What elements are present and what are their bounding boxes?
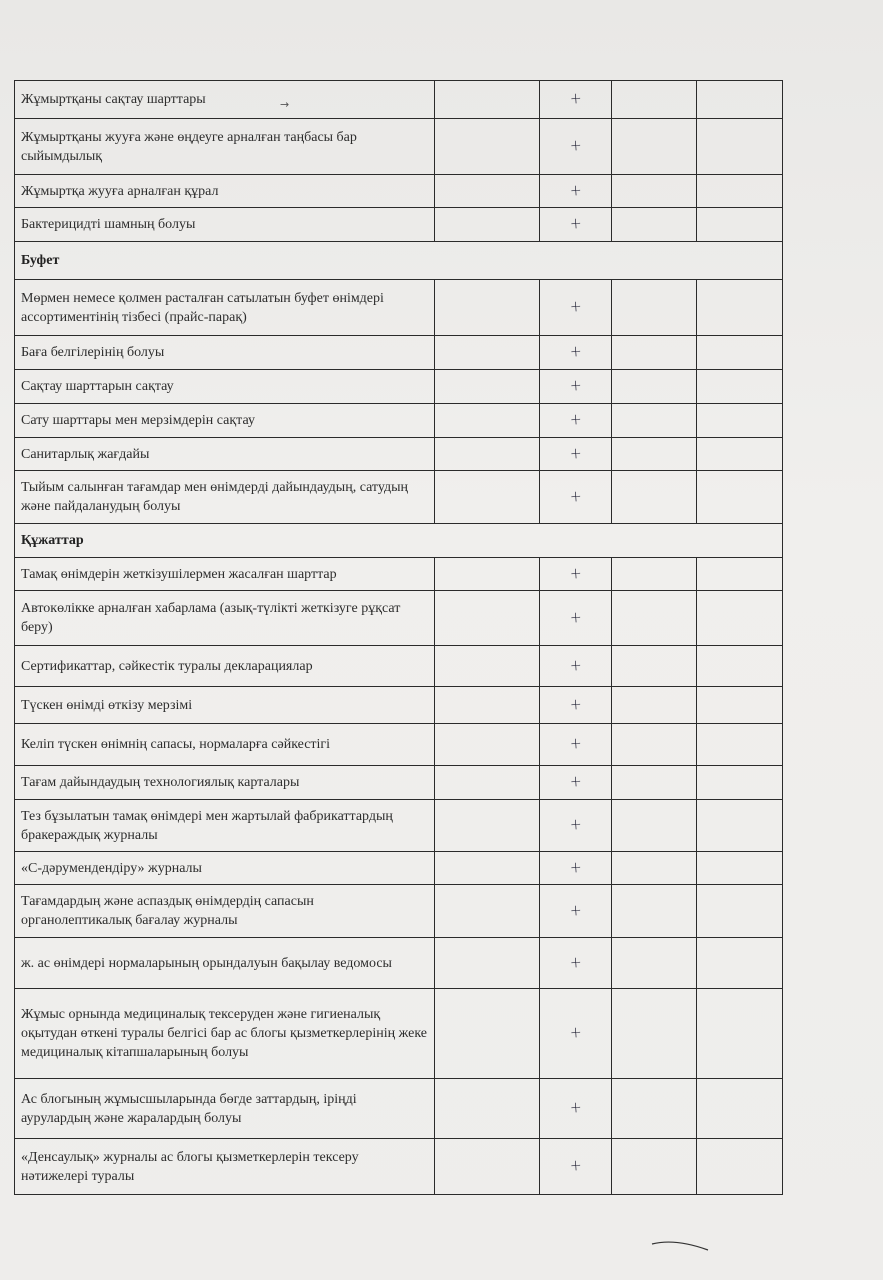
section-heading: Құжаттар <box>15 524 783 558</box>
blank-cell <box>435 766 540 800</box>
empty-cell <box>612 938 697 989</box>
item-label: Мөрмен немесе қолмен расталған сатылатын буфет өнімдері ассортиментінің тізбесі (прайс-парақ) <box>15 280 435 336</box>
table-row <box>15 1079 783 1139</box>
check-mark-cell <box>540 687 612 724</box>
empty-cell <box>697 370 783 404</box>
table-row <box>15 852 783 885</box>
table-row <box>15 471 783 524</box>
empty-cell <box>612 852 697 885</box>
handwritten-plus-mark: + <box>568 410 582 430</box>
checklist-table <box>14 80 783 1195</box>
check-mark-cell <box>540 336 612 370</box>
blank-cell <box>435 800 540 852</box>
handwritten-plus-mark: + <box>568 734 582 754</box>
empty-cell <box>697 885 783 938</box>
handwritten-plus-mark: + <box>568 181 582 200</box>
handwritten-plus-mark: + <box>568 297 582 317</box>
table-row <box>15 119 783 175</box>
empty-cell <box>612 370 697 404</box>
check-mark-cell <box>540 370 612 404</box>
item-label: Тыйым салынған тағамдар мен өнімдерді дайындаудың, сатудың және пайдаланудың болуы <box>15 471 435 524</box>
empty-cell <box>612 471 697 524</box>
handwritten-plus-mark: + <box>568 901 582 920</box>
item-label: Сату шарттары мен мерзімдерін сақтау <box>15 404 435 438</box>
section-row <box>15 242 783 280</box>
empty-cell <box>697 208 783 242</box>
empty-cell <box>612 208 697 242</box>
blank-cell <box>435 119 540 175</box>
check-mark-cell <box>540 1079 612 1139</box>
empty-cell <box>697 724 783 766</box>
table-row <box>15 591 783 646</box>
item-label: Автокөлікке арналған хабарлама (азық-түлікті жеткізуге рұқсат беру) <box>15 591 435 646</box>
empty-cell <box>697 336 783 370</box>
item-label: Сақтау шарттарын сақтау <box>15 370 435 404</box>
check-mark-cell <box>540 471 612 524</box>
handwritten-plus-mark: + <box>568 815 582 835</box>
empty-cell <box>697 938 783 989</box>
check-mark-cell <box>540 119 612 175</box>
handwritten-plus-mark: + <box>568 1156 582 1176</box>
handwritten-plus-mark: + <box>568 564 582 583</box>
item-label: «Денсаулық» журналы ас блогы қызметкерлерін тексеру нәтижелері туралы <box>15 1139 435 1195</box>
check-mark-cell <box>540 800 612 852</box>
check-mark-cell <box>540 208 612 242</box>
item-label: Түскен өнімді өткізу мерзімі <box>15 687 435 724</box>
blank-cell <box>435 471 540 524</box>
empty-cell <box>612 1139 697 1195</box>
blank-cell <box>435 646 540 687</box>
handwritten-plus-mark: + <box>568 772 582 792</box>
empty-cell <box>612 404 697 438</box>
empty-cell <box>612 119 697 175</box>
empty-cell <box>612 989 697 1079</box>
pen-stroke-mark <box>650 1238 710 1252</box>
empty-cell <box>612 800 697 852</box>
check-mark-cell <box>540 989 612 1079</box>
empty-cell <box>697 989 783 1079</box>
blank-cell <box>435 208 540 242</box>
blank-cell <box>435 852 540 885</box>
table-row <box>15 938 783 989</box>
empty-cell <box>612 591 697 646</box>
blank-cell <box>435 885 540 938</box>
item-label: ж. ас өнімдері нормаларының орындалуын бақылау ведомосы <box>15 938 435 989</box>
item-label: «С-дәрумендендіру» журналы <box>15 852 435 885</box>
table-row <box>15 336 783 370</box>
blank-cell <box>435 280 540 336</box>
empty-cell <box>612 724 697 766</box>
empty-cell <box>697 852 783 885</box>
item-label: Жұмыртқаны сақтау шарттары <box>15 81 435 119</box>
table-row <box>15 885 783 938</box>
empty-cell <box>612 1079 697 1139</box>
check-mark-cell <box>540 438 612 471</box>
blank-cell <box>435 438 540 471</box>
empty-cell <box>697 646 783 687</box>
item-label: Баға белгілерінің болуы <box>15 336 435 370</box>
empty-cell <box>612 558 697 591</box>
empty-cell <box>697 558 783 591</box>
empty-cell <box>697 766 783 800</box>
empty-cell <box>697 404 783 438</box>
blank-cell <box>435 558 540 591</box>
item-label: Тағам дайындаудың технологиялық карталары <box>15 766 435 800</box>
empty-cell <box>697 1079 783 1139</box>
check-mark-cell <box>540 404 612 438</box>
table-row <box>15 81 783 119</box>
empty-cell <box>697 175 783 208</box>
table-row <box>15 724 783 766</box>
item-label: Тамақ өнімдерін жеткізушілермен жасалған шарттар <box>15 558 435 591</box>
blank-cell <box>435 591 540 646</box>
item-label: Жұмыртқа жууға арналған құрал <box>15 175 435 208</box>
blank-cell <box>435 938 540 989</box>
empty-cell <box>697 1139 783 1195</box>
table-row <box>15 175 783 208</box>
table-row <box>15 687 783 724</box>
table-row <box>15 370 783 404</box>
check-mark-cell <box>540 1139 612 1195</box>
table-row <box>15 558 783 591</box>
empty-cell <box>612 885 697 938</box>
empty-cell <box>697 280 783 336</box>
table-row <box>15 766 783 800</box>
item-label: Тез бұзылатын тамақ өнімдері мен жартылай фабрикаттардың бракераждық журналы <box>15 800 435 852</box>
item-label: Ас блогының жұмысшыларында бөгде заттардың, іріңді аурулардың және жаралардың болуы <box>15 1079 435 1139</box>
blank-cell <box>435 336 540 370</box>
stray-pen-mark: → <box>280 98 290 111</box>
check-mark-cell <box>540 175 612 208</box>
table-row <box>15 800 783 852</box>
empty-cell <box>612 175 697 208</box>
table-row <box>15 1139 783 1195</box>
check-mark-cell <box>540 591 612 646</box>
section-row <box>15 524 783 558</box>
empty-cell <box>697 591 783 646</box>
empty-cell <box>697 687 783 724</box>
blank-cell <box>435 370 540 404</box>
check-mark-cell <box>540 646 612 687</box>
empty-cell <box>612 687 697 724</box>
table-row <box>15 208 783 242</box>
empty-cell <box>612 81 697 119</box>
handwritten-plus-mark: + <box>568 953 582 972</box>
table-row <box>15 438 783 471</box>
blank-cell <box>435 1079 540 1139</box>
item-label: Санитарлық жағдайы <box>15 438 435 471</box>
handwritten-plus-mark: + <box>568 858 582 877</box>
handwritten-plus-mark: + <box>568 136 582 156</box>
blank-cell <box>435 81 540 119</box>
empty-cell <box>697 471 783 524</box>
empty-cell <box>612 438 697 471</box>
table-row <box>15 280 783 336</box>
checklist-table-body <box>15 81 783 1195</box>
check-mark-cell <box>540 938 612 989</box>
checklist-sheet <box>14 80 782 1195</box>
section-heading: Буфет <box>15 242 783 280</box>
blank-cell <box>435 724 540 766</box>
empty-cell <box>612 280 697 336</box>
check-mark-cell <box>540 885 612 938</box>
handwritten-plus-mark: + <box>568 444 582 463</box>
item-label: Жұмыс орнында медициналық тексеруден және гигиеналық оқытудан өткені туралы белгісі бар ас блогы қызметкерлерінің жеке медициналық кітапшаларының болуы <box>15 989 435 1079</box>
handwritten-plus-mark: + <box>568 342 582 362</box>
item-label: Тағамдардың және аспаздық өнімдердің сапасын органолептикалық бағалау журналы <box>15 885 435 938</box>
handwritten-plus-mark: + <box>568 89 582 109</box>
check-mark-cell <box>540 81 612 119</box>
check-mark-cell <box>540 852 612 885</box>
check-mark-cell <box>540 724 612 766</box>
item-label: Жұмыртқаны жууға және өңдеуге арналған таңбасы бар сыйымдылық <box>15 119 435 175</box>
blank-cell <box>435 989 540 1079</box>
empty-cell <box>612 766 697 800</box>
handwritten-plus-mark: + <box>568 214 582 234</box>
blank-cell <box>435 1139 540 1195</box>
handwritten-plus-mark: + <box>568 487 582 506</box>
blank-cell <box>435 404 540 438</box>
blank-cell <box>435 175 540 208</box>
check-mark-cell <box>540 558 612 591</box>
blank-cell <box>435 687 540 724</box>
check-mark-cell <box>540 766 612 800</box>
handwritten-plus-mark: + <box>568 695 582 714</box>
empty-cell <box>697 81 783 119</box>
table-row <box>15 989 783 1079</box>
table-row <box>15 404 783 438</box>
handwritten-plus-mark: + <box>568 1098 582 1118</box>
empty-cell <box>612 646 697 687</box>
item-label: Сертификаттар, сәйкестік туралы декларациялар <box>15 646 435 687</box>
empty-cell <box>697 800 783 852</box>
check-mark-cell <box>540 280 612 336</box>
handwritten-plus-mark: + <box>568 656 582 675</box>
handwritten-plus-mark: + <box>568 376 582 396</box>
item-label: Бактерицидті шамның болуы <box>15 208 435 242</box>
empty-cell <box>697 438 783 471</box>
handwritten-plus-mark: + <box>568 1023 582 1043</box>
item-label: Келіп түскен өнімнің сапасы, нормаларға сәйкестігі <box>15 724 435 766</box>
table-row <box>15 646 783 687</box>
empty-cell <box>612 336 697 370</box>
handwritten-plus-mark: + <box>568 608 582 627</box>
empty-cell <box>697 119 783 175</box>
